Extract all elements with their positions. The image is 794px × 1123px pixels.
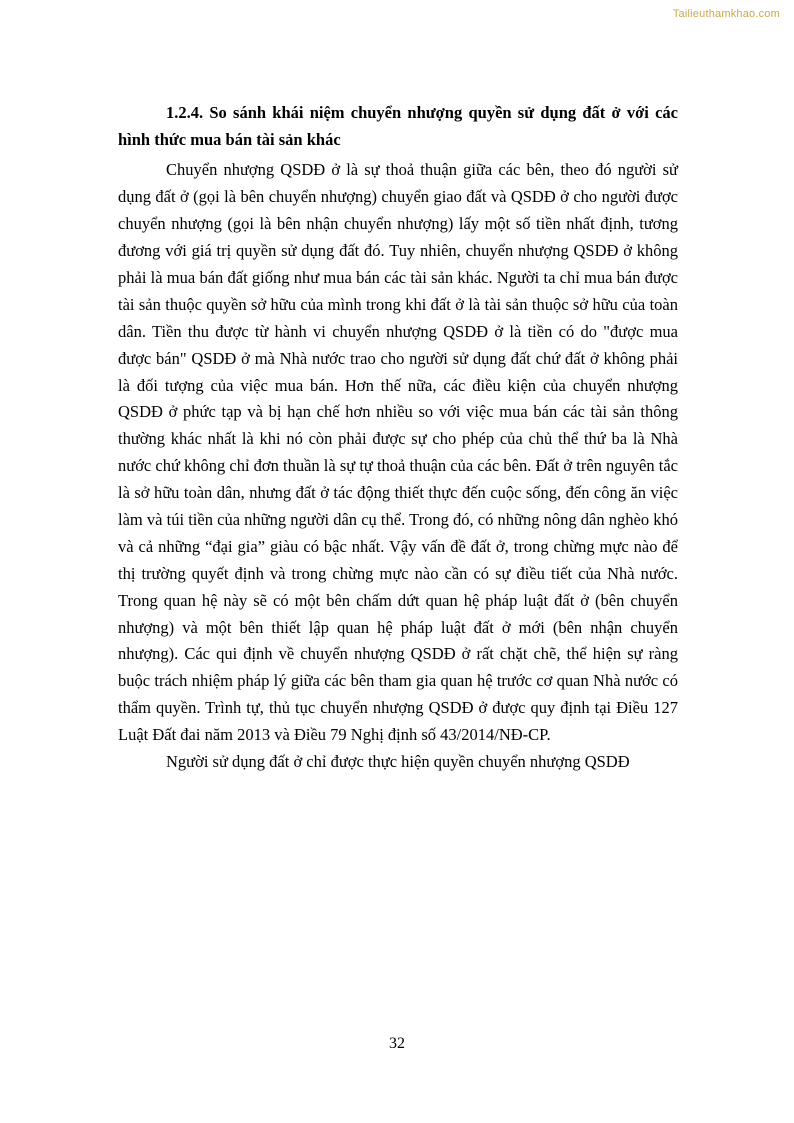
watermark-text: Tailieuthamkhao.com xyxy=(672,8,780,20)
body-paragraph-1: Chuyển nhượng QSDĐ ở là sự thoả thuận giữa các bên, theo đó người sử dụng đất ở (gọi là bên chuyển nhượng) chuyển giao đất và QSDĐ ở cho người được chuyển nhượng (gọi là bên nhận chuyển nhượng) lấy một số tiền nhất định, tương đương với giá trị quyền sử dụng đất đó. Tuy nhiên, chuyển nhượng QSDĐ ở không phải là mua bán đất giống như mua bán các tài sản khác. Người ta chỉ mua bán được tài sản thuộc quyền sở hữu của mình trong khi đất ở là tài sản thuộc sở hữu của toàn dân. Tiền thu được từ hành vi chuyển nhượng QSDĐ ở là tiền có do "được mua được bán" QSDĐ ở mà Nhà nước trao cho người sử dụng đất chứ đất ở không phải là đối tượng của việc mua bán. Hơn thế nữa, các điều kiện của chuyển nhượng QSDĐ ở phức tạp và bị hạn chế hơn nhiều so với việc mua bán các tài sản thông thường khác nhất là khi nó còn phải được sự cho phép của chủ thể thứ ba là Nhà nước chứ không chỉ đơn thuần là sự tự thoả thuận của các bên. Đất ở trên nguyên tắc là sở hữu toàn dân, nhưng đất ở tác động thiết thực đến cuộc sống, đến công ăn việc làm và túi tiền của những người dân cụ thể. Trong đó, có những nông dân nghèo khó và cả những “đại gia” giàu có bậc nhất. Vậy vấn đề đất ở, trong chừng mực nào để thị trường quyết định và trong chừng mực nào cần có sự điều tiết của Nhà nước. Trong quan hệ này sẽ có một bên chấm dứt quan hệ pháp luật đất ở (bên chuyển nhượng) và một bên thiết lập quan hệ pháp luật đất ở mới (bên nhận chuyển nhượng). Các qui định về chuyển nhượng QSDĐ ở rất chặt chẽ, thể hiện sự ràng buộc trách nhiệm pháp lý giữa các bên tham gia quan hệ trước cơ quan Nhà nước có thẩm quyền. Trình tự, thủ tục chuyển nhượng QSDĐ ở được quy định tại Điều 127 Luật Đất đai năm 2013 và Điều 79 Nghị định số 43/2014/NĐ-CP. xyxy=(118,160,678,745)
page-number: 32 xyxy=(389,1035,405,1052)
page-content xyxy=(118,100,678,776)
section-heading: 1.2.4. So sánh khái niệm chuyển nhượng quyền sử dụng đất ở với các hình thức mua bán tài sản khác xyxy=(118,103,678,149)
body-paragraph-2: Người sử dụng đất ở chỉ được thực hiện quyền chuyển nhượng QSDĐ xyxy=(166,752,630,772)
